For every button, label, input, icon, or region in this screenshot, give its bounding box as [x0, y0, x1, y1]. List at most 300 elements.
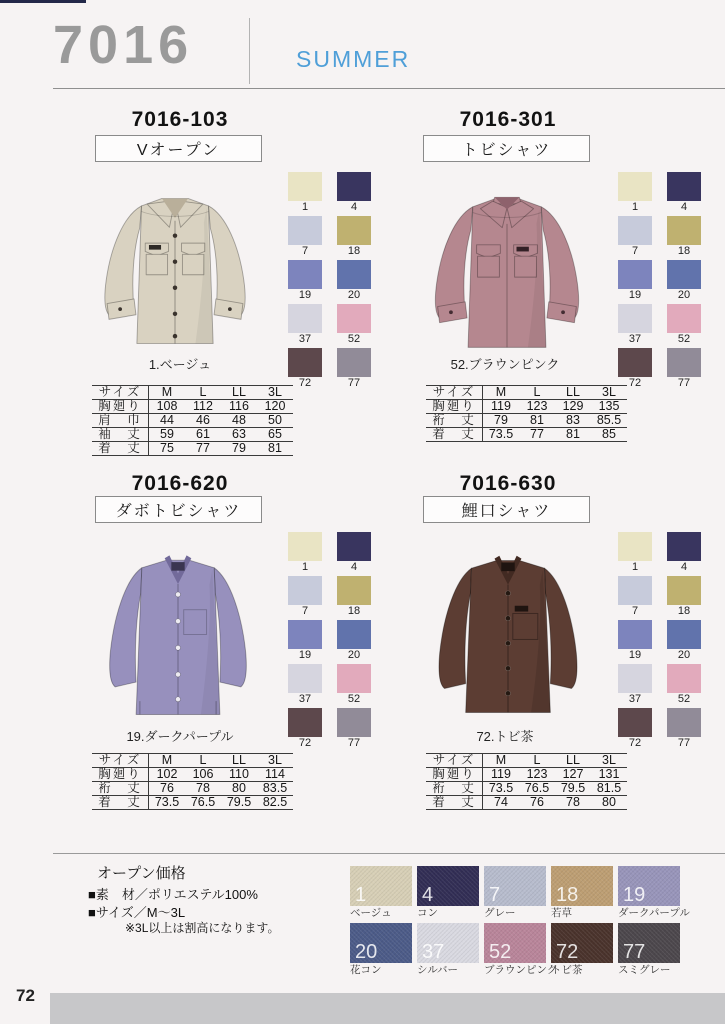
- legend-swatch: [484, 866, 546, 920]
- table-row: [92, 428, 293, 442]
- color-swatch: [667, 348, 701, 389]
- shirt-koikuchi-illustration: [410, 524, 606, 726]
- color-swatch: [288, 172, 322, 213]
- color-swatch: [337, 304, 371, 345]
- legend-swatch-name: 若草: [551, 907, 572, 919]
- size-cell: 81: [519, 414, 555, 428]
- table-row: [426, 796, 627, 810]
- table-row: [92, 796, 293, 810]
- size-cell: 73.5: [483, 782, 520, 796]
- table-row: [92, 414, 293, 428]
- swatch-color: [618, 576, 652, 605]
- product-type-text: 鯉口シャツ: [461, 503, 552, 520]
- swatch-color: [337, 260, 371, 289]
- color-swatch: [337, 620, 371, 661]
- legend-swatch-number: 7: [489, 884, 501, 906]
- size-header: サイズ: [426, 754, 483, 768]
- season-label: SUMMER: [296, 46, 411, 72]
- swatch-color: [288, 576, 322, 605]
- table-header-row: [92, 386, 293, 400]
- legend-swatch-color: [484, 923, 546, 963]
- swatch-color: [288, 620, 322, 649]
- swatch-number: 4: [680, 201, 688, 213]
- size-header: LL: [221, 754, 257, 768]
- swatch-color: [337, 664, 371, 693]
- size-header: LL: [555, 386, 591, 400]
- size-cell: 76: [519, 796, 555, 810]
- swatch-number: 77: [347, 737, 361, 749]
- swatch-number: 37: [298, 693, 312, 705]
- size-cell: 61: [185, 428, 221, 442]
- swatch-color: [667, 304, 701, 333]
- legend-swatch-color: [417, 923, 479, 963]
- legend-swatch: [350, 866, 412, 920]
- size-cell: 81.5: [591, 782, 627, 796]
- legend-swatch-number: 4: [422, 884, 434, 906]
- legend-swatch-name: シルバー: [417, 964, 459, 976]
- size-cell: 胸廻り: [92, 400, 149, 414]
- swatch-number: 4: [680, 561, 688, 573]
- swatch-color: [618, 620, 652, 649]
- legend-swatch: [350, 923, 412, 977]
- size-cell: 78: [185, 782, 221, 796]
- color-swatch: [618, 532, 652, 573]
- swatch-color: [337, 348, 371, 377]
- swatch-number: 52: [347, 333, 361, 345]
- swatch-number: 7: [301, 605, 309, 617]
- color-swatch: [288, 216, 322, 257]
- size-cell: 44: [149, 414, 186, 428]
- size-table: [426, 753, 627, 810]
- color-swatch: [337, 260, 371, 301]
- swatch-number: 72: [298, 377, 312, 389]
- size-table: [92, 753, 293, 810]
- size-header: M: [483, 754, 520, 768]
- legend-swatch-name: ブラウンピンク: [484, 964, 558, 976]
- size-cell: 82.5: [257, 796, 293, 810]
- size-header: M: [149, 754, 186, 768]
- size-note: ※3L以上は割高になります。: [125, 921, 280, 935]
- swatch-color: [337, 304, 371, 333]
- table-header-row: [426, 754, 627, 768]
- color-swatch: [337, 532, 371, 573]
- size-cell: 102: [149, 768, 186, 782]
- legend-swatch-number: 37: [422, 941, 445, 963]
- legend-swatch-name: ベージュ: [350, 907, 392, 919]
- swatch-color: [288, 664, 322, 693]
- table-header-row: [92, 754, 293, 768]
- color-swatch: [288, 348, 322, 389]
- size-cell: 74: [483, 796, 520, 810]
- swatch-number: 7: [631, 605, 639, 617]
- size-cell: 77: [519, 428, 555, 442]
- size-header: L: [185, 754, 221, 768]
- swatch-color: [667, 576, 701, 605]
- swatch-number: 52: [347, 693, 361, 705]
- swatch-color: [667, 620, 701, 649]
- swatch-color: [337, 708, 371, 737]
- size-cell: 73.5: [483, 428, 520, 442]
- color-swatch: [667, 576, 701, 617]
- size-cell: 110: [221, 768, 257, 782]
- size-cell: 79.5: [555, 782, 591, 796]
- legend-swatch-number: 52: [489, 941, 512, 963]
- size-cell: 50: [257, 414, 293, 428]
- size-header: 3L: [591, 754, 627, 768]
- size-cell: 59: [149, 428, 186, 442]
- size-header: L: [519, 754, 555, 768]
- swatch-number: 20: [677, 289, 691, 301]
- swatch-number: 7: [301, 245, 309, 257]
- legend-swatch-name: スミグレー: [618, 964, 671, 976]
- legend-swatch-color: [350, 866, 412, 906]
- page-number: 72: [16, 986, 35, 1005]
- swatch-color: [667, 260, 701, 289]
- series-code: 7016: [53, 15, 194, 75]
- legend-swatch-color: [350, 923, 412, 963]
- swatch-color: [667, 348, 701, 377]
- swatch-color: [288, 532, 322, 561]
- color-swatch: [288, 304, 322, 345]
- product-code: 7016-630: [459, 472, 557, 495]
- size-cell: 着 丈: [92, 442, 149, 456]
- color-swatch: [337, 664, 371, 705]
- legend-swatch-color: [618, 923, 680, 963]
- swatch-number: 20: [677, 649, 691, 661]
- swatch-color: [288, 708, 322, 737]
- color-swatch: [288, 532, 322, 573]
- color-swatch: [337, 216, 371, 257]
- footer-bar: [50, 993, 725, 1024]
- swatch-number: 19: [298, 289, 312, 301]
- swatch-number: 20: [347, 289, 361, 301]
- color-swatch: [667, 532, 701, 573]
- legend-swatch-name: 花コン: [350, 964, 382, 976]
- color-swatch: [618, 348, 652, 389]
- color-swatch: [667, 664, 701, 705]
- product-type-label: [423, 496, 590, 523]
- shirt-pointed-collar-illustration: [412, 164, 602, 356]
- table-row: [426, 768, 627, 782]
- size-cell: 裄 丈: [92, 782, 149, 796]
- legend-swatch-number: 20: [355, 941, 378, 963]
- size-cell: 135: [591, 400, 627, 414]
- size-cell: 65: [257, 428, 293, 442]
- size-table: [92, 385, 293, 456]
- product-photo: [412, 164, 602, 356]
- swatch-number: 1: [301, 561, 309, 573]
- swatch-number: 1: [301, 201, 309, 213]
- size-cell: 79.5: [221, 796, 257, 810]
- size-header: サイズ: [92, 754, 149, 768]
- material-line: ■素 材／ポリエステル100%: [88, 887, 258, 902]
- size-cell: 119: [483, 768, 520, 782]
- size-cell: 108: [149, 400, 186, 414]
- color-swatch: [618, 708, 652, 749]
- swatch-number: 37: [628, 693, 642, 705]
- swatch-color: [667, 216, 701, 245]
- color-caption: 52.ブラウンピンク: [450, 357, 560, 372]
- swatch-number: 4: [350, 201, 358, 213]
- swatch-number: 52: [677, 693, 691, 705]
- swatch-number: 72: [298, 737, 312, 749]
- swatch-number: 1: [631, 561, 639, 573]
- product-code: 7016-620: [131, 472, 229, 495]
- product-code: 7016-103: [131, 108, 229, 131]
- header-rule: [53, 88, 725, 89]
- swatch-number: 52: [677, 333, 691, 345]
- size-cell: 116: [221, 400, 257, 414]
- size-header: LL: [221, 386, 257, 400]
- size-cell: 123: [519, 768, 555, 782]
- size-cell: 79: [483, 414, 520, 428]
- size-cell: 85: [591, 428, 627, 442]
- swatch-color: [667, 708, 701, 737]
- size-header: サイズ: [92, 386, 149, 400]
- color-caption: 1.ベージュ: [148, 357, 212, 372]
- swatch-number: 72: [628, 737, 642, 749]
- swatch-color: [667, 664, 701, 693]
- swatch-number: 20: [347, 649, 361, 661]
- legend-swatch: [551, 923, 613, 977]
- color-swatch: [288, 576, 322, 617]
- color-caption: 19.ダークパープル: [126, 729, 234, 744]
- size-cell: 119: [483, 400, 520, 414]
- shirt-open-collar-illustration: [82, 164, 268, 352]
- legend-swatch-color: [551, 923, 613, 963]
- size-header: サイズ: [426, 386, 483, 400]
- swatch-color: [618, 260, 652, 289]
- product-photo: [410, 524, 606, 726]
- table-row: [92, 400, 293, 414]
- swatch-color: [618, 664, 652, 693]
- swatch-number: 18: [347, 605, 361, 617]
- color-swatch: [337, 576, 371, 617]
- legend-swatch-number: 77: [623, 941, 646, 963]
- product-code: 7016-301: [459, 108, 557, 131]
- size-header: LL: [555, 754, 591, 768]
- legend-swatch: [618, 866, 690, 920]
- size-cell: 着 丈: [92, 796, 149, 810]
- size-header: L: [519, 386, 555, 400]
- color-swatch: [618, 620, 652, 661]
- swatch-color: [618, 304, 652, 333]
- color-swatch: [667, 620, 701, 661]
- color-swatch: [337, 708, 371, 749]
- size-cell: 127: [555, 768, 591, 782]
- header-divider: [249, 18, 250, 84]
- swatch-number: 77: [677, 737, 691, 749]
- size-cell: 76.5: [185, 796, 221, 810]
- size-header: 3L: [257, 754, 293, 768]
- size-cell: 75: [149, 442, 186, 456]
- swatch-number: 37: [298, 333, 312, 345]
- table-row: [426, 414, 627, 428]
- legend-swatch: [618, 923, 680, 977]
- size-cell: 76.5: [519, 782, 555, 796]
- swatch-number: 19: [628, 289, 642, 301]
- swatch-color: [288, 304, 322, 333]
- table-row: [92, 782, 293, 796]
- swatch-color: [288, 172, 322, 201]
- shirt-collarless-illustration: [78, 524, 278, 724]
- swatch-number: 4: [350, 561, 358, 573]
- size-cell: 肩 巾: [92, 414, 149, 428]
- table-row: [92, 768, 293, 782]
- product-photo: [82, 164, 268, 352]
- table-row: [426, 400, 627, 414]
- color-swatch: [618, 216, 652, 257]
- legend-swatch-name: ダークパープル: [618, 907, 690, 919]
- product-type-label: [95, 135, 262, 162]
- swatch-number: 18: [347, 245, 361, 257]
- color-swatch: [667, 708, 701, 749]
- size-header: M: [149, 386, 186, 400]
- product-type-text: トビシャツ: [461, 142, 552, 159]
- size-header: M: [483, 386, 520, 400]
- legend-swatch-color: [618, 866, 680, 906]
- table-row: [92, 442, 293, 456]
- size-cell: 裄 丈: [426, 414, 483, 428]
- size-header: 3L: [591, 386, 627, 400]
- swatch-color: [667, 532, 701, 561]
- color-swatch: [667, 304, 701, 345]
- swatch-color: [337, 172, 371, 201]
- color-swatch: [288, 708, 322, 749]
- legend-swatch-name: コン: [417, 907, 438, 919]
- size-cell: 78: [555, 796, 591, 810]
- table-header-row: [426, 386, 627, 400]
- legend-swatch: [417, 923, 479, 977]
- size-cell: 胸廻り: [426, 400, 483, 414]
- color-swatch: [618, 664, 652, 705]
- swatch-number: 37: [628, 333, 642, 345]
- size-cell: 81: [257, 442, 293, 456]
- swatch-color: [288, 260, 322, 289]
- legend-swatch: [484, 923, 558, 977]
- size-cell: 114: [257, 768, 293, 782]
- top-edge-strip: [0, 0, 86, 3]
- color-swatch: [337, 172, 371, 213]
- color-swatch: [288, 620, 322, 661]
- product-type-label: [423, 135, 590, 162]
- size-header: L: [185, 386, 221, 400]
- size-cell: 46: [185, 414, 221, 428]
- product-photo: [78, 524, 278, 724]
- color-swatch: [288, 664, 322, 705]
- product-type-text: Vオープン: [136, 142, 221, 159]
- swatch-number: 77: [347, 377, 361, 389]
- size-cell: 77: [185, 442, 221, 456]
- legend-swatch-number: 18: [556, 884, 579, 906]
- legend-swatch-number: 1: [355, 884, 367, 906]
- swatch-color: [618, 708, 652, 737]
- swatch-color: [337, 532, 371, 561]
- swatch-color: [337, 216, 371, 245]
- legend-swatch-number: 19: [623, 884, 646, 906]
- legend-swatch-name: グレー: [484, 907, 516, 919]
- color-swatch: [618, 260, 652, 301]
- size-cell: 胸廻り: [92, 768, 149, 782]
- size-cell: 76: [149, 782, 186, 796]
- size-cell: 73.5: [149, 796, 186, 810]
- size-table: [426, 385, 627, 442]
- size-cell: 129: [555, 400, 591, 414]
- size-cell: 120: [257, 400, 293, 414]
- color-swatch: [618, 576, 652, 617]
- swatch-number: 19: [298, 649, 312, 661]
- swatch-color: [288, 348, 322, 377]
- color-caption: 72.トビ茶: [476, 729, 534, 744]
- legend-swatch-color: [484, 866, 546, 906]
- swatch-color: [618, 532, 652, 561]
- swatch-grid: [618, 532, 701, 749]
- size-header: 3L: [257, 386, 293, 400]
- size-cell: 63: [221, 428, 257, 442]
- swatch-color: [337, 620, 371, 649]
- size-cell: 85.5: [591, 414, 627, 428]
- swatch-number: 19: [628, 649, 642, 661]
- size-cell: 83: [555, 414, 591, 428]
- legend-swatch: [417, 866, 479, 920]
- size-cell: 着 丈: [426, 428, 483, 442]
- size-cell: 48: [221, 414, 257, 428]
- swatch-number: 18: [677, 245, 691, 257]
- color-legend: [350, 866, 690, 977]
- legend-swatch-number: 72: [556, 941, 579, 963]
- product-type-label: [95, 496, 262, 523]
- size-cell: 106: [185, 768, 221, 782]
- size-cell: 裄 丈: [426, 782, 483, 796]
- size-range-line: ■サイズ／M〜3L: [88, 905, 186, 920]
- size-cell: 123: [519, 400, 555, 414]
- color-swatch: [618, 304, 652, 345]
- table-row: [426, 782, 627, 796]
- size-cell: 80: [591, 796, 627, 810]
- size-cell: 胸廻り: [426, 768, 483, 782]
- color-swatch: [337, 348, 371, 389]
- swatch-number: 1: [631, 201, 639, 213]
- swatch-color: [618, 348, 652, 377]
- size-cell: 131: [591, 768, 627, 782]
- swatch-number: 72: [628, 377, 642, 389]
- color-swatch: [667, 216, 701, 257]
- swatch-number: 7: [631, 245, 639, 257]
- price-label: オープン価格: [97, 865, 186, 882]
- swatch-color: [337, 576, 371, 605]
- legend-swatch-color: [417, 866, 479, 906]
- color-swatch: [288, 260, 322, 301]
- size-cell: 袖 丈: [92, 428, 149, 442]
- size-cell: 112: [185, 400, 221, 414]
- swatch-color: [618, 216, 652, 245]
- swatch-number: 77: [677, 377, 691, 389]
- swatch-color: [618, 172, 652, 201]
- size-cell: 79: [221, 442, 257, 456]
- bottom-rule: [53, 853, 725, 854]
- color-swatch: [667, 172, 701, 213]
- size-cell: 83.5: [257, 782, 293, 796]
- product-type-text: ダボトビシャツ: [115, 503, 242, 520]
- legend-swatch: [551, 866, 613, 920]
- legend-swatch-name: トビ茶: [551, 964, 583, 976]
- swatch-grid: [288, 532, 371, 749]
- swatch-number: 18: [677, 605, 691, 617]
- size-cell: 着 丈: [426, 796, 483, 810]
- table-row: [426, 428, 627, 442]
- swatch-grid: [288, 172, 371, 389]
- swatch-color: [667, 172, 701, 201]
